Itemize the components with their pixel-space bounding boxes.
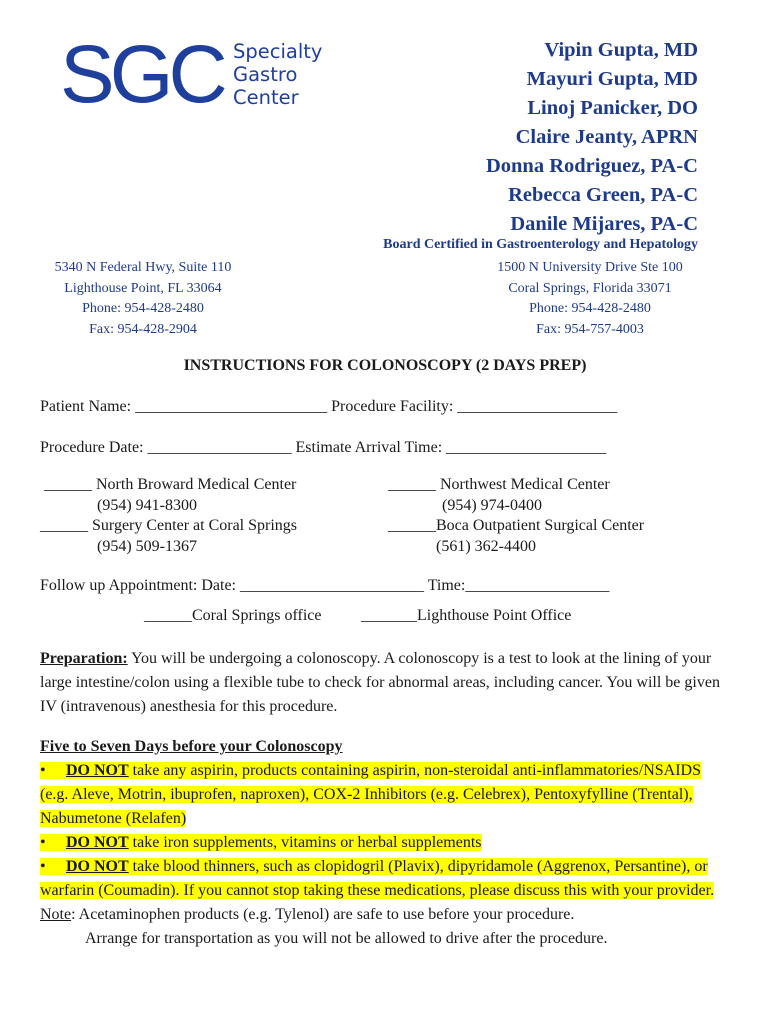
instruction-text: take iron supplements, vitamins or herbal supplements: [128, 834, 482, 851]
facility-phone: (954) 509-1367: [97, 537, 197, 555]
instruction-item-blood-thinners: [40, 855, 720, 903]
logo-line-3: Center: [233, 86, 299, 109]
section-heading-text: Five to Seven Days before your Colonoscopy: [40, 738, 343, 755]
preparation-label: Preparation:: [40, 650, 128, 667]
five-to-seven-days-section: [40, 735, 720, 951]
address-street: 1500 N University Drive Ste 100: [497, 260, 683, 275]
coral-springs-office-option[interactable]: ______Coral Springs office: [144, 607, 322, 624]
do-not-label: DO NOT: [66, 858, 129, 875]
logo-line-2: Gastro: [233, 63, 298, 86]
sgc-logo: [60, 29, 350, 120]
facility-northwest-medical[interactable]: [388, 475, 610, 516]
bullet-icon: •: [40, 858, 46, 875]
address-city: Coral Springs, Florida 33071: [508, 280, 672, 296]
section-heading: [40, 735, 720, 759]
instruction-item-nsaids: [40, 759, 720, 831]
bullet-icon: •: [40, 834, 46, 851]
address-phone: Phone: 954-428-2480: [82, 301, 204, 316]
physician-list: [486, 36, 698, 239]
note-label: Note: [40, 906, 72, 923]
physician-name: Donna Rodriguez, PA-C: [485, 155, 698, 177]
physician-name: Claire Jeanty, APRN: [515, 126, 698, 148]
logo-wordmark: [233, 40, 322, 109]
preparation-text: You will be undergoing a colonoscopy. A colonoscopy is a test to look at the lining of your large intestine/colon using a flexible tube to check for abnormal areas, including cancer. You will be given IV (intravenous) anesthesia for this procedure.: [40, 650, 720, 715]
facility-phone: (954) 941-8300: [97, 496, 197, 514]
lighthouse-point-office-option[interactable]: _______Lighthouse Point Office: [361, 607, 572, 624]
bullet-icon: •: [40, 762, 46, 779]
address-street: 5340 N Federal Hwy, Suite 110: [54, 260, 232, 275]
physician-name: Danile Mijares, PA-C: [510, 213, 698, 235]
instruction-item-iron: [40, 831, 720, 855]
physician-name: Linoj Panicker, DO: [527, 97, 698, 119]
office-address-coral-springs: [475, 258, 705, 340]
facility-name: ______ Northwest Medical Center: [388, 476, 610, 493]
facility-phone: (561) 362-4400: [436, 537, 536, 555]
physician-name: Mayuri Gupta, MD: [526, 68, 698, 90]
note-text: : Acetaminophen products (e.g. Tylenol) are safe to use before your procedure.: [71, 906, 575, 923]
address-fax: Fax: 954-428-2904: [89, 321, 197, 337]
patient-name-field[interactable]: Patient Name: ________________________ Procedure Facility: ____________________: [40, 398, 618, 415]
address-fax: Fax: 954-757-4003: [536, 321, 644, 337]
address-phone: Phone: 954-428-2480: [529, 301, 651, 316]
board-certification: Board Certified in Gastroenterology and Hepatology: [383, 237, 698, 252]
logo-letters: SGC: [60, 29, 223, 120]
physician-name: Rebecca Green, PA-C: [508, 184, 698, 206]
procedure-date-field[interactable]: Procedure Date: __________________ Estimate Arrival Time: ____________________: [40, 439, 607, 456]
document-title: INSTRUCTIONS FOR COLONOSCOPY (2 DAYS PREP): [183, 357, 587, 374]
office-address-lighthouse: [38, 258, 248, 340]
facility-north-broward[interactable]: [40, 475, 296, 516]
facility-name: ______Boca Outpatient Surgical Center: [388, 517, 645, 534]
instruction-text: take any aspirin, products containing aspirin, non-steroidal anti-inflammatories/NSAIDS (e.g. Aleve, Motrin, ibuprofen, naproxen), COX-2 Inhibitors (e.g. Celebrex), Pentoxyfylline (Trental), Nabumetone (Relafen): [40, 762, 701, 827]
preparation-paragraph: [40, 647, 720, 719]
do-not-label: DO NOT: [66, 762, 129, 779]
facility-phone: (954) 974-0400: [442, 496, 542, 514]
facility-name: ______ Surgery Center at Coral Springs: [40, 517, 298, 534]
physician-name: Vipin Gupta, MD: [544, 39, 698, 61]
address-city: Lighthouse Point, FL 33064: [64, 280, 222, 296]
do-not-label: DO NOT: [66, 834, 129, 851]
followup-appointment-field[interactable]: Follow up Appointment: Date: _______________________ Time:__________________: [40, 577, 610, 594]
logo-line-1: Specialty: [233, 40, 323, 63]
instruction-text: take blood thinners, such as clopidogril (Plavix), dipyridamole (Aggrenox, Persantine), or warfarin (Coumadin). If you cannot stop taking these medications, please discuss this with your provider.: [40, 858, 715, 899]
acetaminophen-note: [40, 903, 720, 927]
facility-boca-outpatient[interactable]: [388, 516, 644, 557]
facility-surgery-center-coral-springs[interactable]: [40, 516, 297, 557]
transport-note: Arrange for transportation as you will not be allowed to drive after the procedure.: [85, 930, 608, 947]
facility-name: ______ North Broward Medical Center: [40, 476, 297, 493]
